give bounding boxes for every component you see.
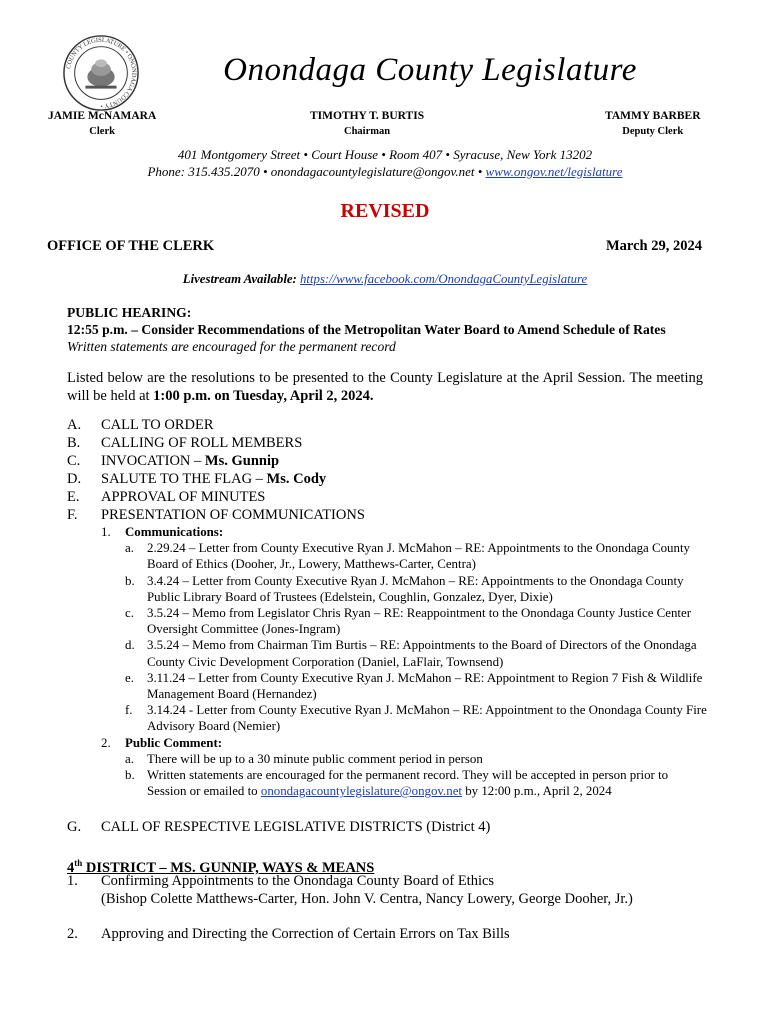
agenda-text: SALUTE TO THE FLAG – — [101, 471, 267, 487]
agenda-letter: B. — [67, 435, 81, 451]
item-text: 3.4.24 – Letter from County Executive Ryan J. McMahon – RE: Appointments to the Onondaga County Public Library Board of Trustees (Edelstein, Coughlin, Gonzalez, Dyer, Dixie) — [147, 573, 684, 604]
document-date: March 29, 2024 — [606, 238, 702, 254]
contact-line — [0, 164, 770, 180]
item-text: 2.29.24 – Letter from County Executive Ryan J. McMahon – RE: Appointments to the Onondaga County Board of Ethics (Dooher, Jr., Lowery, Matthews-Carter, Centra) — [147, 541, 690, 572]
hearing-line: 12:55 p.m. – Consider Recommendations of the Metropolitan Water Board to Amend Schedule of Rates — [67, 322, 666, 337]
agenda-text: INVOCATION – — [101, 453, 205, 469]
list-item — [101, 670, 707, 702]
pc-b-text: Written statements are encouraged for the permanent record. They will be accepted in person prior to Session or emailed to — [147, 768, 669, 799]
list-item — [101, 751, 707, 767]
resolution-item — [67, 925, 707, 943]
legislature-title: Onondaga County Legislature — [223, 52, 637, 88]
item-letter: e. — [125, 670, 134, 685]
list-item — [101, 637, 707, 669]
list-item — [101, 702, 707, 734]
agenda-letter: F. — [67, 507, 78, 523]
officer-name: TAMMY BARBER — [605, 110, 701, 122]
agenda-letter: D. — [67, 471, 82, 487]
item-text: 3.5.24 – Memo from Legislator Chris Ryan – RE: Reappointment to the Onondaga County Justice Center Oversight Committee (Jones-Ingram) — [147, 606, 692, 637]
resolution-number: 2. — [67, 926, 78, 942]
officer-clerk — [48, 110, 156, 137]
livestream-line — [0, 272, 770, 287]
officer-role: Chairman — [344, 126, 391, 137]
livestream-label: Livestream Available: — [182, 272, 297, 286]
comm-heading: Communications: — [125, 525, 224, 539]
item-letter: b. — [125, 768, 135, 783]
item-text: 3.14.24 - Letter from County Executive Ryan J. McMahon – RE: Appointment to the Onondaga County Fire Advisory Board (Nemier) — [147, 703, 707, 734]
officer-name: TIMOTHY T. BURTIS — [310, 110, 425, 122]
agenda-item-g — [67, 818, 490, 836]
intro-text: Listed below are the resolutions to be presented to the County Legislature at the April Session. The meeting will be held at — [67, 370, 703, 404]
revised-label: REVISED — [340, 200, 430, 222]
resolution-title: Confirming Appointments to the Onondaga County Board of Ethics — [101, 873, 495, 889]
hearing-heading: PUBLIC HEARING: — [67, 305, 192, 320]
officer-role: Clerk — [89, 126, 115, 137]
list-item — [101, 767, 707, 799]
list-item — [101, 540, 707, 572]
item-letter: c. — [125, 606, 134, 621]
public-comment-heading-row — [101, 735, 707, 751]
list-item — [101, 605, 707, 637]
address-line: 401 Montgomery Street • Court House • Room 407 • Syracuse, New York 13202 — [177, 147, 593, 162]
svg-text:COUNTY LEGISLATURE • ONONDAGA: COUNTY LEGISLATURE • ONONDAGA COUNTY • — [65, 36, 138, 110]
officer-chairman — [310, 110, 424, 137]
district-items — [67, 872, 707, 943]
hearing-note: Written statements are encouraged for the permanent record — [67, 339, 396, 354]
agenda-text: APPROVAL OF MINUTES — [101, 489, 266, 505]
agenda-letter: A. — [67, 417, 82, 433]
item-text: 3.5.24 – Memo from Chairman Tim Burtis – RE: Appointments to the Board of Directors of the Onondaga County Civic Development Corporation (Daniel, LaFlair, Townsend) — [147, 638, 697, 669]
phone-email: Phone: 315.435.2070 • onondagacountylegislature@ongov.net • — [147, 164, 483, 179]
item-letter: b. — [125, 573, 135, 588]
comm-number: 1. — [101, 525, 111, 539]
district-number: 4 — [67, 859, 75, 876]
agenda-item — [67, 488, 707, 506]
intro-meeting-time: 1:00 p.m. on Tuesday, April 2, 2024. — [153, 388, 374, 404]
item-text — [147, 767, 707, 799]
pc-heading: Public Comment: — [125, 735, 223, 750]
intro-paragraph — [67, 369, 703, 405]
item-letter: a. — [125, 751, 134, 766]
agenda-item — [67, 506, 707, 524]
agenda-bold: Ms. Cody — [266, 471, 327, 487]
agenda-letter: E. — [67, 489, 80, 505]
agenda-item — [67, 434, 707, 452]
item-text: 3.11.24 – Letter from County Executive Ryan J. McMahon – RE: Appointment to Region 7 Fish & Wildlife Management Board (Hernandez) — [147, 670, 703, 702]
item-letter: d. — [125, 638, 135, 653]
pc-b-tail: by 12:00 p.m., April 2, 2024 — [465, 784, 612, 799]
agenda-item — [67, 452, 707, 470]
item-letter: a. — [125, 541, 134, 556]
agenda-letter: C. — [67, 453, 81, 469]
agenda-text: CALL OF RESPECTIVE LEGISLATIVE DISTRICTS (District 4) — [101, 819, 491, 835]
officer-role: Deputy Clerk — [622, 126, 684, 137]
agenda-text: CALLING OF ROLL MEMBERS — [101, 435, 303, 451]
district-title: DISTRICT – MS. GUNNIP, WAYS & MEANS — [82, 859, 375, 876]
agenda-letter: G. — [67, 819, 82, 835]
agenda-item — [67, 416, 707, 434]
agenda-bold: Ms. Gunnip — [204, 453, 280, 469]
communications-section — [101, 524, 707, 799]
agenda-text: PRESENTATION OF COMMUNICATIONS — [101, 507, 365, 523]
officer-name: JAMIE McNAMARA — [48, 110, 157, 122]
officer-deputy-clerk — [605, 110, 701, 137]
email-link[interactable]: onondagacountylegislature@ongov.net — [260, 784, 462, 799]
resolution-number: 1. — [67, 873, 78, 889]
public-hearing — [67, 304, 727, 355]
agenda-item — [67, 470, 707, 488]
pc-number: 2. — [101, 735, 111, 750]
resolution-item — [67, 872, 707, 908]
item-letter: f. — [125, 703, 133, 718]
agenda-list — [67, 416, 707, 524]
resolution-title: Approving and Directing the Correction of Certain Errors on Tax Bills — [101, 926, 510, 942]
item-text: There will be up to a 30 minute public comment period in person — [147, 751, 483, 766]
website-link[interactable]: www.ongov.net/legislature — [485, 164, 623, 179]
livestream-link[interactable]: https://www.facebook.com/OnondagaCountyLegislature — [300, 272, 588, 286]
resolution-detail: (Bishop Colette Matthews-Carter, Hon. John V. Centra, Nancy Lowery, George Dooher, Jr.) — [101, 891, 633, 907]
agenda-text: CALL TO ORDER — [101, 417, 214, 433]
list-item — [101, 573, 707, 605]
district-suffix: th — [74, 858, 83, 868]
office-heading: OFFICE OF THE CLERK — [47, 238, 215, 254]
